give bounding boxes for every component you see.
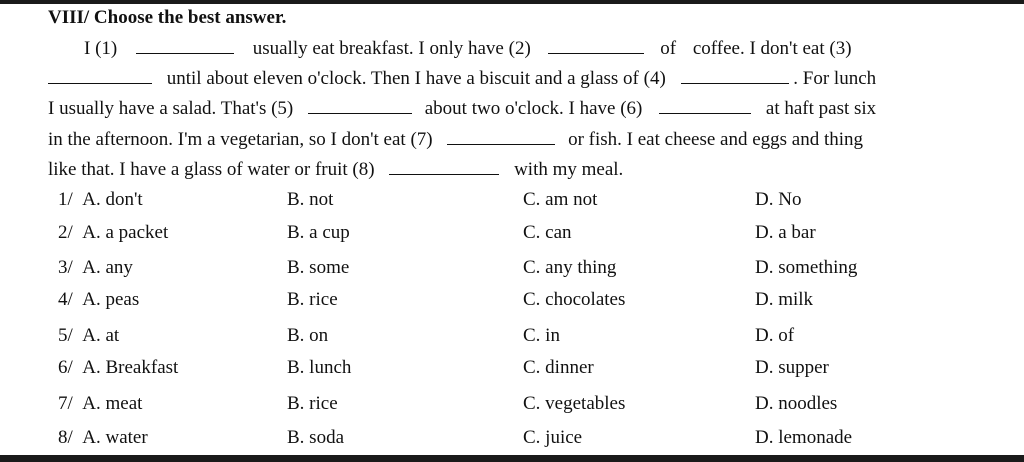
- passage-line-3: [48, 97, 972, 121]
- option-d[interactable]: D. something: [755, 257, 858, 278]
- option-a[interactable]: 4/ A. peas: [58, 289, 140, 310]
- question-row-4: [0, 289, 1024, 315]
- passage-text: coffee. I don't eat (3): [692, 38, 852, 59]
- option-d[interactable]: D. No: [755, 189, 802, 210]
- option-c[interactable]: C. can: [523, 222, 572, 243]
- passage-line-5: [48, 158, 972, 182]
- option-b[interactable]: B. lunch: [287, 357, 352, 378]
- question-row-7: [0, 393, 1024, 419]
- option-b[interactable]: B. some: [287, 257, 350, 278]
- option-d[interactable]: D. supper: [755, 357, 829, 378]
- option-a[interactable]: 2/ A. a packet: [58, 222, 169, 243]
- option-b[interactable]: B. on: [287, 325, 329, 346]
- option-a[interactable]: 6/ A. Breakfast: [58, 357, 179, 378]
- passage-text: I (1): [84, 38, 118, 59]
- option-a[interactable]: 7/ A. meat: [58, 393, 143, 414]
- passage-line-2: [48, 67, 972, 91]
- passage-text: . For lunch: [793, 68, 877, 89]
- option-c[interactable]: C. vegetables: [523, 393, 626, 414]
- option-d[interactable]: D. milk: [755, 289, 814, 310]
- answer-blank-5[interactable]: [308, 97, 412, 114]
- option-c[interactable]: C. dinner: [523, 357, 594, 378]
- question-row-2: [0, 222, 1024, 248]
- answer-blank-7[interactable]: [447, 128, 555, 145]
- passage-text: or fish. I eat cheese and eggs and thing: [568, 129, 864, 150]
- option-b[interactable]: B. a cup: [287, 222, 350, 243]
- option-a[interactable]: 3/ A. any: [58, 257, 133, 278]
- bottom-border: [0, 455, 1024, 462]
- question-row-8: [0, 427, 1024, 453]
- passage-text: I usually have a salad. That's (5): [48, 98, 294, 119]
- option-d[interactable]: D. lemonade: [755, 427, 853, 448]
- question-row-1: [0, 189, 1024, 215]
- passage-text: of: [660, 38, 677, 59]
- passage-text: in the afternoon. I'm a vegetarian, so I don't eat (7): [48, 129, 433, 150]
- answer-blank-6[interactable]: [659, 97, 751, 114]
- option-c[interactable]: C. am not: [523, 189, 598, 210]
- answer-blank-2[interactable]: [548, 37, 644, 54]
- option-d[interactable]: D. a bar: [755, 222, 816, 243]
- exercise-heading: VIII/ Choose the best answer.: [48, 7, 287, 28]
- option-a[interactable]: 5/ A. at: [58, 325, 120, 346]
- option-c[interactable]: C. in: [523, 325, 560, 346]
- option-c[interactable]: C. chocolates: [523, 289, 626, 310]
- passage-text: usually eat breakfast. I only have (2): [252, 38, 531, 59]
- passage-text: until about eleven o'clock. Then I have a biscuit and a glass of (4): [166, 68, 666, 89]
- passage-text: at haft past six: [765, 98, 877, 119]
- option-d[interactable]: D. noodles: [755, 393, 838, 414]
- passage-text: with my meal.: [514, 159, 624, 180]
- passage-line-4: [48, 128, 972, 152]
- question-row-6: [0, 357, 1024, 383]
- option-c[interactable]: C. juice: [523, 427, 583, 448]
- passage-text: about two o'clock. I have (6): [424, 98, 643, 119]
- option-d[interactable]: D. of: [755, 325, 795, 346]
- question-row-5: [0, 325, 1024, 351]
- option-a[interactable]: 1/ A. don't: [58, 189, 143, 210]
- question-row-3: [0, 257, 1024, 283]
- passage-line-1: [48, 37, 972, 61]
- option-a[interactable]: 8/ A. water: [58, 427, 148, 448]
- answer-blank-1[interactable]: [136, 37, 234, 54]
- option-b[interactable]: B. not: [287, 189, 334, 210]
- option-b[interactable]: B. rice: [287, 289, 338, 310]
- answer-blank-8[interactable]: [389, 158, 499, 175]
- answer-blank-3[interactable]: [48, 67, 152, 84]
- answer-blank-4[interactable]: [681, 67, 789, 84]
- option-b[interactable]: B. rice: [287, 393, 338, 414]
- option-b[interactable]: B. soda: [287, 427, 344, 448]
- top-border: [0, 0, 1024, 4]
- passage-text: like that. I have a glass of water or fruit (8): [48, 159, 375, 180]
- option-c[interactable]: C. any thing: [523, 257, 617, 278]
